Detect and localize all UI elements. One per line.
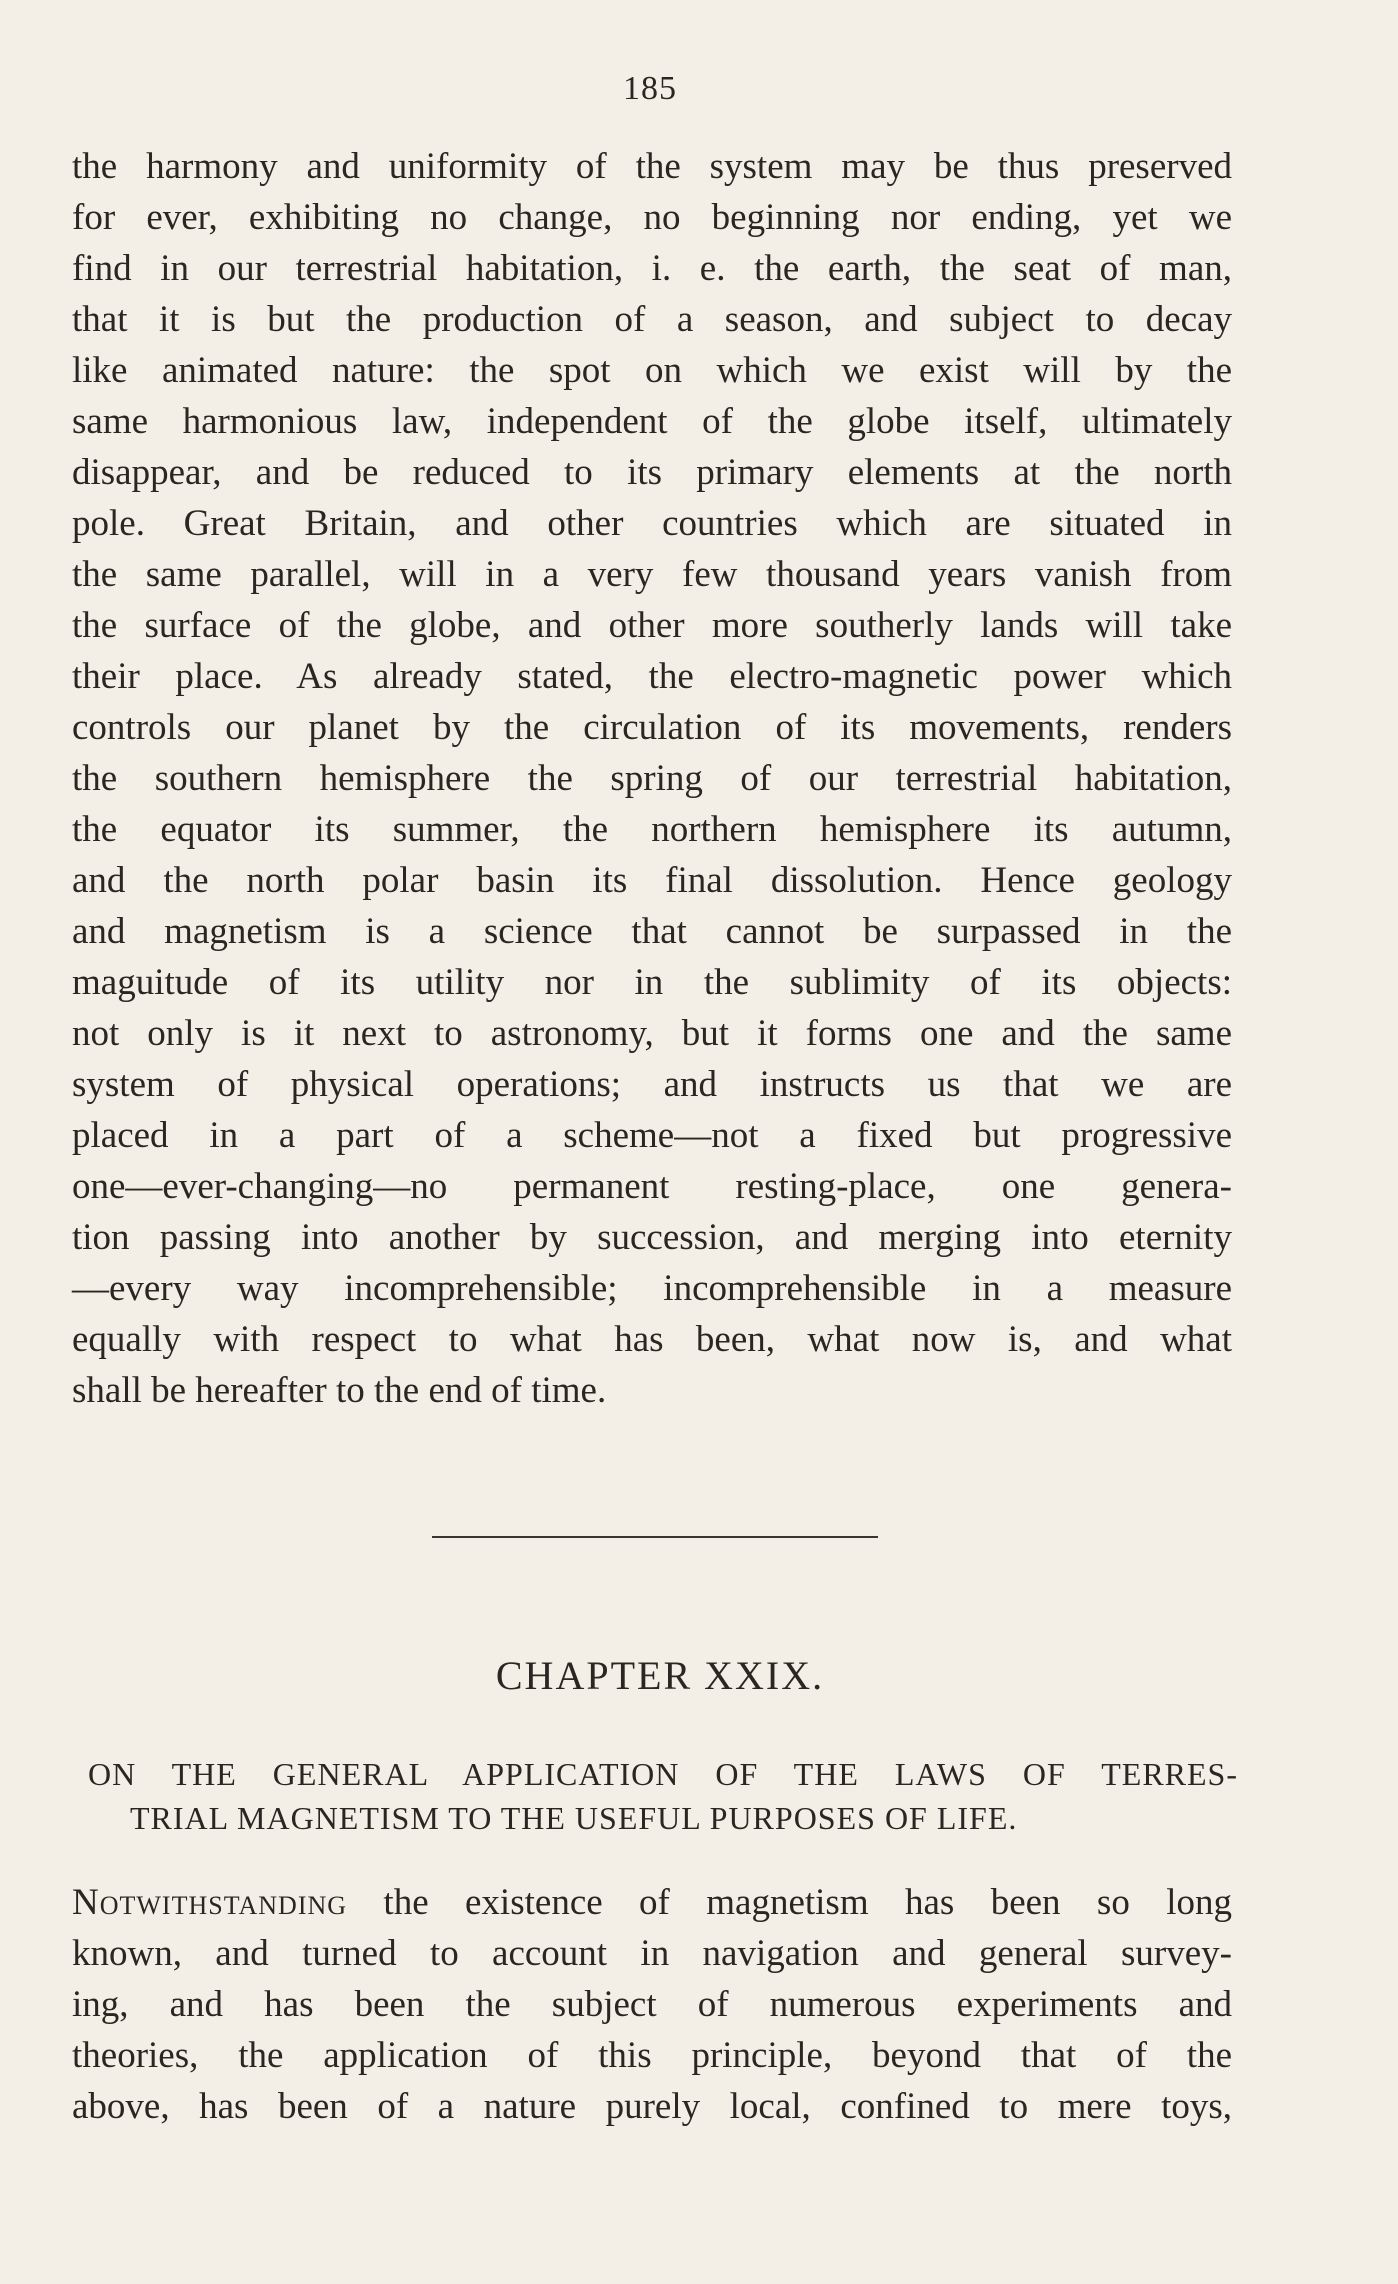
chapter-subtitle xyxy=(88,1752,1238,1840)
text-line: placed in a part of a scheme—not a fixed but progressive xyxy=(72,1115,1232,1156)
text-line: find in our terrestrial habitation, i. e. the earth, the seat of man, xyxy=(72,248,1232,289)
section-divider xyxy=(432,1536,878,1538)
text-line: the equator its summer, the northern hemisphere its autumn, xyxy=(72,809,1232,850)
page-number: 185 xyxy=(623,70,677,107)
text-line: disappear, and be reduced to its primary elements at the north xyxy=(72,452,1232,493)
text-line: known, and turned to account in navigation and general survey- xyxy=(72,1933,1232,1974)
text-line: tion passing into another by succession, and merging into eternity xyxy=(72,1217,1232,1258)
text-line: shall be hereafter to the end of time. xyxy=(72,1370,607,1411)
text-line: the same parallel, will in a very few thousand years vanish from xyxy=(72,554,1232,595)
text-line: and magnetism is a science that cannot be surpassed in the xyxy=(72,911,1232,952)
text-line: the southern hemisphere the spring of our terrestrial habitation, xyxy=(72,758,1232,799)
chapter-paragraph xyxy=(72,1877,1232,2132)
chapter-subtitle-line: ON THE GENERAL APPLICATION OF THE LAWS OF TERRES- xyxy=(88,1756,1238,1792)
text-line: controls our planet by the circulation of its movements, renders xyxy=(72,707,1232,748)
text-line: the surface of the globe, and other more southerly lands will take xyxy=(72,605,1232,646)
text-line: equally with respect to what has been, what now is, and what xyxy=(72,1319,1232,1360)
chapter-subtitle-line: TRIAL MAGNETISM TO THE USEFUL PURPOSES OF LIFE. xyxy=(130,1800,1018,1836)
text-line: that it is but the production of a season, and subject to decay xyxy=(72,299,1232,340)
chapter-title: CHAPTER XXIX. xyxy=(495,1653,825,1698)
text-line: above, has been of a nature purely local, confined to mere toys, xyxy=(72,2086,1232,2127)
text-line: pole. Great Britain, and other countries which are situated in xyxy=(72,503,1232,544)
text-line: system of physical operations; and instructs us that we are xyxy=(72,1064,1232,1105)
text-line-rest: the existence of magnetism has been so long xyxy=(347,1882,1232,1923)
text-line: theories, the application of this principle, beyond that of the xyxy=(72,2035,1232,2076)
text-line: like animated nature: the spot on which we exist will by the xyxy=(72,350,1232,391)
text-line: maguitude of its utility nor in the sublimity of its objects: xyxy=(72,962,1232,1003)
text-line: one—ever-changing—no permanent resting-place, one genera- xyxy=(72,1166,1232,1207)
text-line: and the north polar basin its final dissolution. Hence geology xyxy=(72,860,1232,901)
text-line: —every way incomprehensible; incomprehensible in a measure xyxy=(72,1268,1232,1309)
text-line: the harmony and uniformity of the system may be thus preserved xyxy=(72,146,1232,187)
text-line: not only is it next to astronomy, but it forms one and the same xyxy=(72,1013,1232,1054)
text-line: same harmonious law, independent of the globe itself, ultimately xyxy=(72,401,1232,442)
text-line: for ever, exhibiting no change, no beginning nor ending, yet we xyxy=(72,197,1232,238)
body-paragraph xyxy=(72,141,1232,1416)
text-line: their place. As already stated, the electro-magnetic power which xyxy=(72,656,1232,697)
text-line: ing, and has been the subject of numerous experiments and xyxy=(72,1984,1232,2025)
opening-word: Notwithstanding xyxy=(72,1882,348,1923)
text-line xyxy=(72,1877,1232,1928)
